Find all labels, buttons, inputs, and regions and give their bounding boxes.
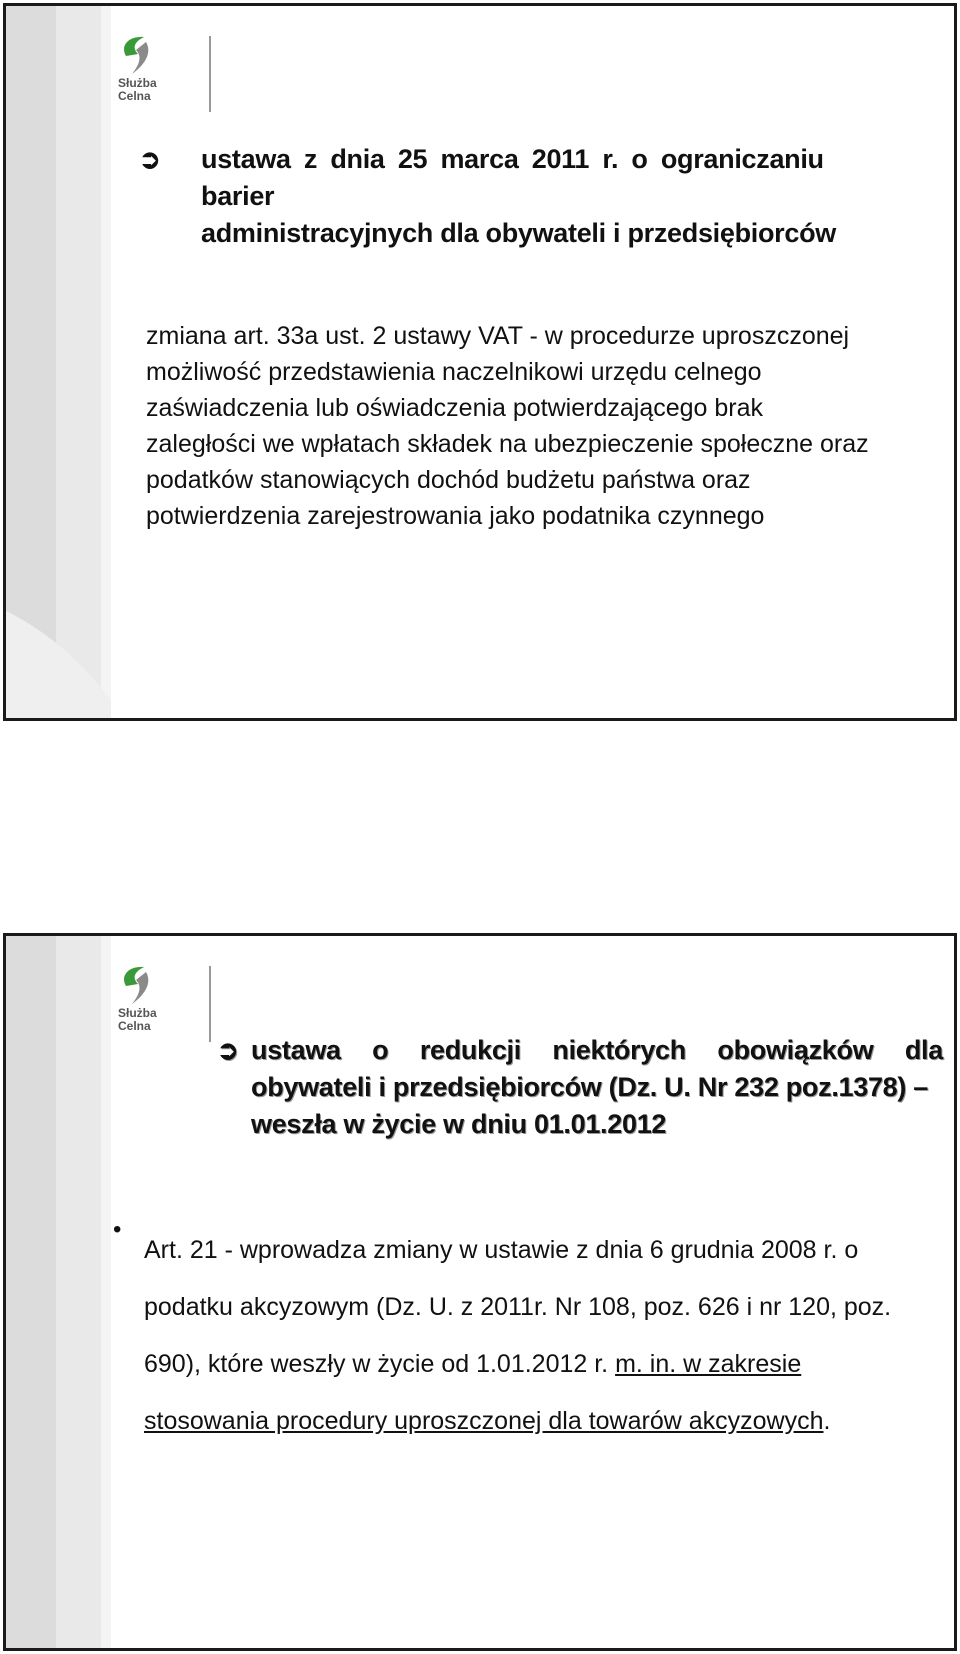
logo-line-2: Celna: [118, 1019, 151, 1033]
body-line: zaświadczenia lub oświadczenia potwierdzającego brak: [146, 394, 764, 422]
header-divider: [209, 36, 211, 112]
art-line-3-plain: 690), które weszły w życie od 1.01.2012 r.: [144, 1350, 609, 1378]
art-line-3: [144, 1336, 944, 1393]
slide1-heading: [139, 141, 941, 252]
sluzba-celna-logo: [118, 34, 190, 119]
heading-word: niektórych: [552, 1035, 686, 1065]
art-line-3-underlined: m. in. w zakresie: [615, 1350, 802, 1378]
body-line: zaległości we wpłatach składek na ubezpieczenie społeczne oraz: [146, 430, 869, 458]
art-line-2: podatku akcyzowym (Dz. U. z 2011r. Nr 108, poz. 626 i nr 120, poz.: [144, 1293, 892, 1321]
header-divider: [209, 966, 211, 1042]
body-line: możliwość przedstawienia naczelnikowi urzędu celnego: [146, 358, 762, 386]
heading-word: dla: [904, 1035, 943, 1065]
slide2-art-text: [144, 1222, 944, 1450]
art-line-4: [144, 1393, 944, 1450]
slide2-heading: [217, 1032, 943, 1143]
heading-word: obowiązków: [717, 1035, 874, 1065]
logo-line-1: Służba: [118, 76, 157, 90]
logo-mark-icon: [118, 964, 158, 1006]
heading-line-3: weszła w życie w dniu 01.01.2012: [251, 1109, 667, 1139]
body-line: zmiana art. 33a ust. 2 ustawy VAT - w procedurze uproszczonej: [146, 322, 850, 350]
slide1-body: [146, 318, 936, 534]
heading-word: ustawa: [251, 1035, 341, 1065]
heading-line-2: obywateli i przedsiębiorców (Dz. U. Nr 232 poz.1378) –: [251, 1072, 928, 1102]
heading-word: o: [372, 1035, 389, 1065]
bullet-dot: •: [113, 1216, 122, 1243]
logo-line-2: Celna: [118, 89, 151, 103]
body-line: podatków stanowiących dochód budżetu państwa oraz: [146, 466, 751, 494]
art-line-1: Art. 21 - wprowadza zmiany w ustawie z dnia 6 grudnia 2008 r. o: [144, 1236, 859, 1264]
logo-line-1: Służba: [118, 1006, 157, 1020]
heading-line-1: [251, 1032, 943, 1069]
art-line-4-underlined: stosowania procedury uproszczonej dla towarów akcyzowych: [144, 1407, 824, 1435]
logo-mark-icon: [118, 34, 158, 76]
decorative-side-stripes: [6, 6, 111, 718]
circled-arrow-icon: ➲: [217, 1035, 239, 1065]
sluzba-celna-logo: [118, 964, 190, 1049]
heading-word: redukcji: [419, 1035, 521, 1065]
heading-line-2: administracyjnych dla obywateli i przedsiębiorców: [201, 218, 836, 248]
body-line: potwierdzenia zarejestrowania jako podatnika czynnego: [146, 502, 765, 530]
slide-1: [3, 3, 957, 721]
heading-line-1: ustawa z dnia 25 marca 2011 r. o ograniczaniu barier: [201, 144, 824, 211]
circled-arrow-icon: ➲: [139, 144, 161, 174]
art-line-4-tail: .: [823, 1407, 831, 1435]
slide-2: [3, 933, 957, 1651]
decorative-side-stripes: [6, 936, 111, 1648]
